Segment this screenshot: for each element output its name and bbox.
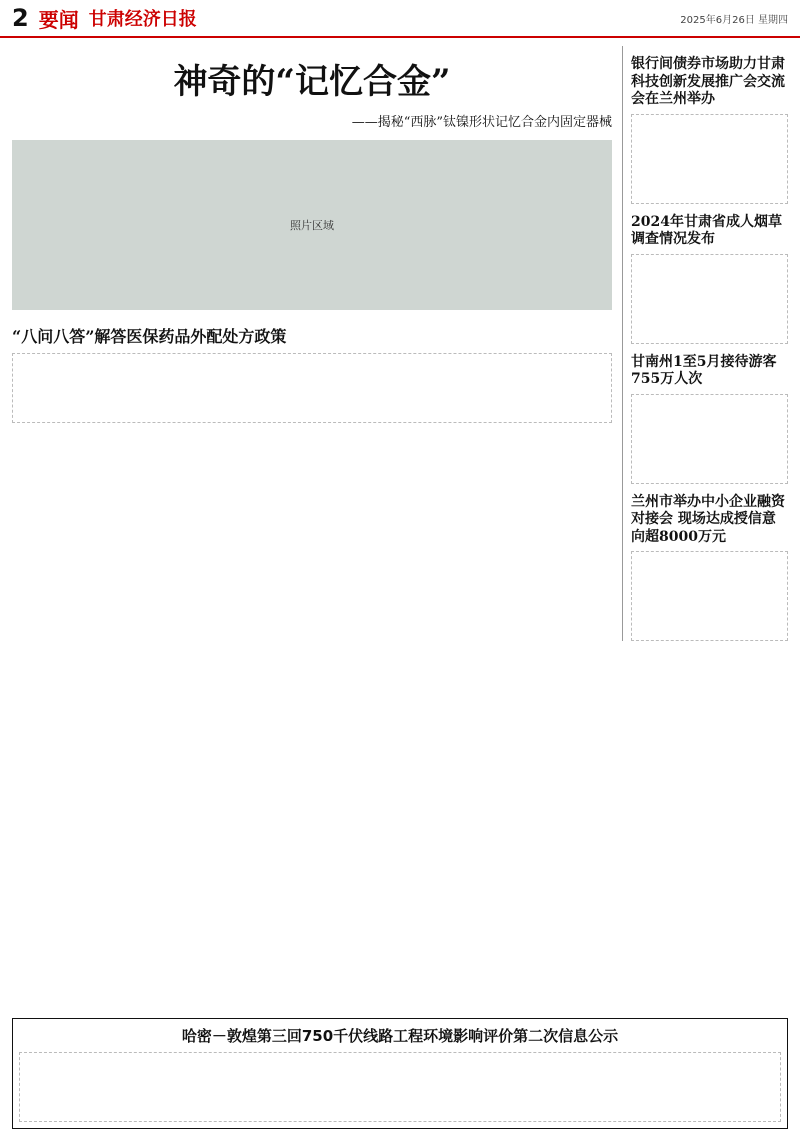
footer-notice: [12, 1018, 788, 1129]
sidebar-item-1: [631, 56, 788, 204]
masthead-title: 甘肃经济日报: [88, 9, 197, 30]
section-title: 要闻: [38, 7, 79, 32]
page-header: [0, 0, 800, 38]
lower-news-block: [12, 324, 612, 423]
sidebar-item-3: [631, 354, 788, 484]
sidebar-title-4: 兰州市举办中小企业融资对接会 现场达成授信意向超8000万元: [631, 493, 785, 545]
page-number: 2: [12, 4, 29, 32]
sidebar-title-2: 2024年甘肃省成人烟草调查情况发布: [631, 213, 782, 247]
lower-news-title: “八问八答”解答医保药品外配处方政策: [12, 327, 287, 346]
lower-news-placeholder: [12, 353, 612, 423]
sidebar-title-1: 银行间债券市场助力甘肃科技创新发展推广会交流会在兰州举办: [631, 56, 785, 107]
sidebar-placeholder-2: [631, 254, 788, 344]
sidebar-placeholder-1: [631, 114, 788, 204]
main-subhead: ——揭秘“西脉”钛镍形状记忆合金内固定器械: [351, 115, 612, 130]
issue-meta: 2025年6月26日 星期四: [680, 14, 788, 26]
sidebar-item-2: [631, 214, 788, 344]
sidebar-title-3: 甘南州1至5月接待游客755万人次: [631, 353, 777, 387]
sidebar-item-4: [631, 494, 788, 642]
main-headline: 神奇的“记忆合金”: [173, 62, 451, 102]
photo-caption: 照片区域: [290, 219, 334, 232]
feature-photo: [12, 140, 612, 310]
sidebar-placeholder-3: [631, 394, 788, 484]
footer-placeholder: [19, 1052, 781, 1122]
sidebar-placeholder-4: [631, 551, 788, 641]
footer-title: 哈密－敦煌第三回750千伏线路工程环境影响评价第二次信息公示: [181, 1027, 619, 1045]
